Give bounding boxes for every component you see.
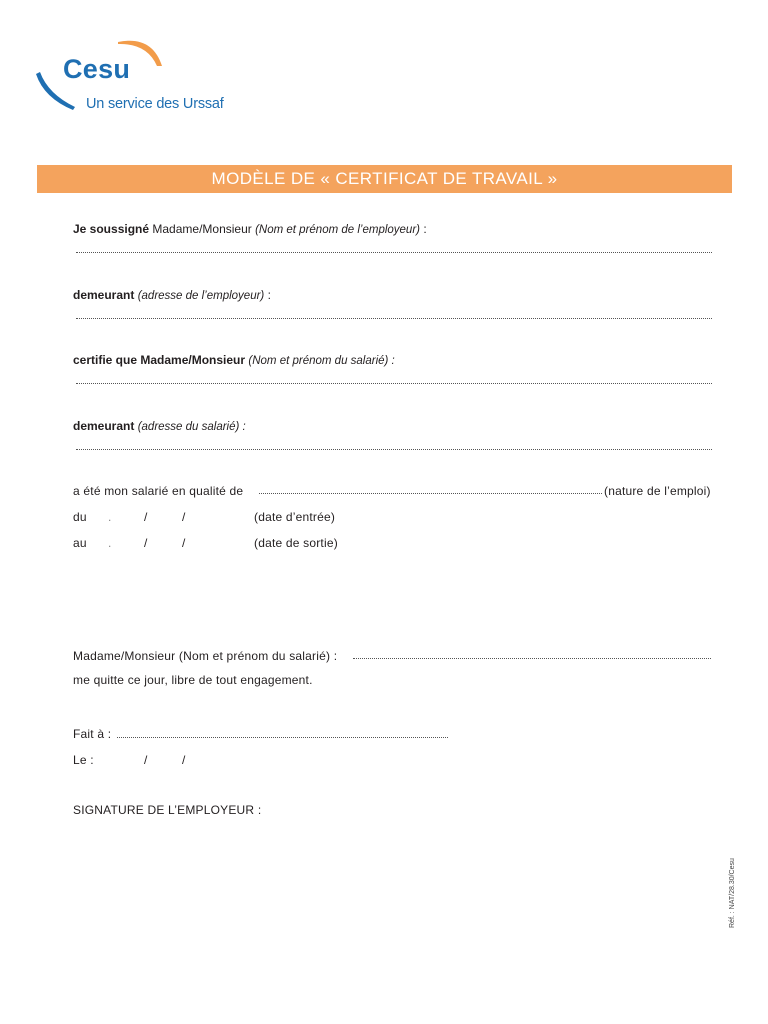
date-slash-2: / — [182, 753, 186, 767]
employer-address-label — [73, 287, 271, 304]
logo-wordmark: Cesu — [63, 54, 131, 84]
logo-tagline: Un service des Urssaf — [86, 96, 224, 112]
signature-label: SIGNATURE DE L’EMPLOYEUR : — [73, 803, 262, 817]
label-colon: : — [423, 222, 427, 236]
role-label: a été mon salarié en qualité de — [73, 484, 244, 498]
label-hint: (Nom et prénom du salarié) : — [248, 355, 395, 367]
role-suffix: (nature de l’emploi) — [604, 484, 711, 498]
employee-name-label — [73, 352, 395, 369]
release-statement: me quitte ce jour, libre de tout engagement. — [73, 673, 313, 687]
reference-code: Réf. : NAT/28.30/Cesu — [729, 858, 736, 928]
start-date-slash-1: / — [144, 510, 148, 524]
end-date-note: (date de sortie) — [254, 536, 338, 550]
start-date-dot: . — [108, 510, 112, 524]
employee-name-field[interactable] — [76, 383, 712, 384]
start-date-label: du — [73, 510, 87, 524]
label-hint: (Nom et prénom de l’employeur) — [255, 224, 420, 236]
label-hint: (adresse du salarié) : — [137, 421, 246, 433]
label-bold: certifie que Madame/Monsieur — [73, 353, 246, 367]
label-bold: demeurant — [73, 419, 135, 433]
release-name-field[interactable] — [353, 658, 711, 659]
label-bold: demeurant — [73, 288, 135, 302]
release-name-label: Madame/Monsieur (Nom et prénom du salarié) : — [73, 649, 338, 663]
label-bold: Je soussigné — [73, 222, 150, 236]
employer-address-field[interactable] — [76, 318, 712, 319]
start-date-slash-2: / — [182, 510, 186, 524]
label-normal: Madame/Monsieur — [152, 222, 252, 236]
employer-name-label — [73, 221, 427, 238]
role-field[interactable] — [259, 493, 602, 494]
date-label: Le : — [73, 753, 94, 767]
place-label: Fait à : — [73, 727, 112, 741]
signature-area[interactable] — [73, 822, 473, 902]
employee-address-label — [73, 418, 246, 435]
label-hint: (adresse de l’employeur) — [137, 290, 265, 302]
date-slash-1: / — [144, 753, 148, 767]
end-date-label: au — [73, 536, 87, 550]
place-field[interactable] — [117, 737, 448, 738]
start-date-note: (date d’entrée) — [254, 510, 336, 524]
end-date-dot: . — [108, 536, 112, 550]
employee-address-field[interactable] — [76, 449, 712, 450]
end-date-slash-1: / — [144, 536, 148, 550]
label-colon: : — [267, 288, 271, 302]
document-title: MODÈLE DE « CERTIFICAT DE TRAVAIL » — [37, 165, 732, 193]
end-date-slash-2: / — [182, 536, 186, 550]
employer-name-field[interactable] — [76, 252, 712, 253]
